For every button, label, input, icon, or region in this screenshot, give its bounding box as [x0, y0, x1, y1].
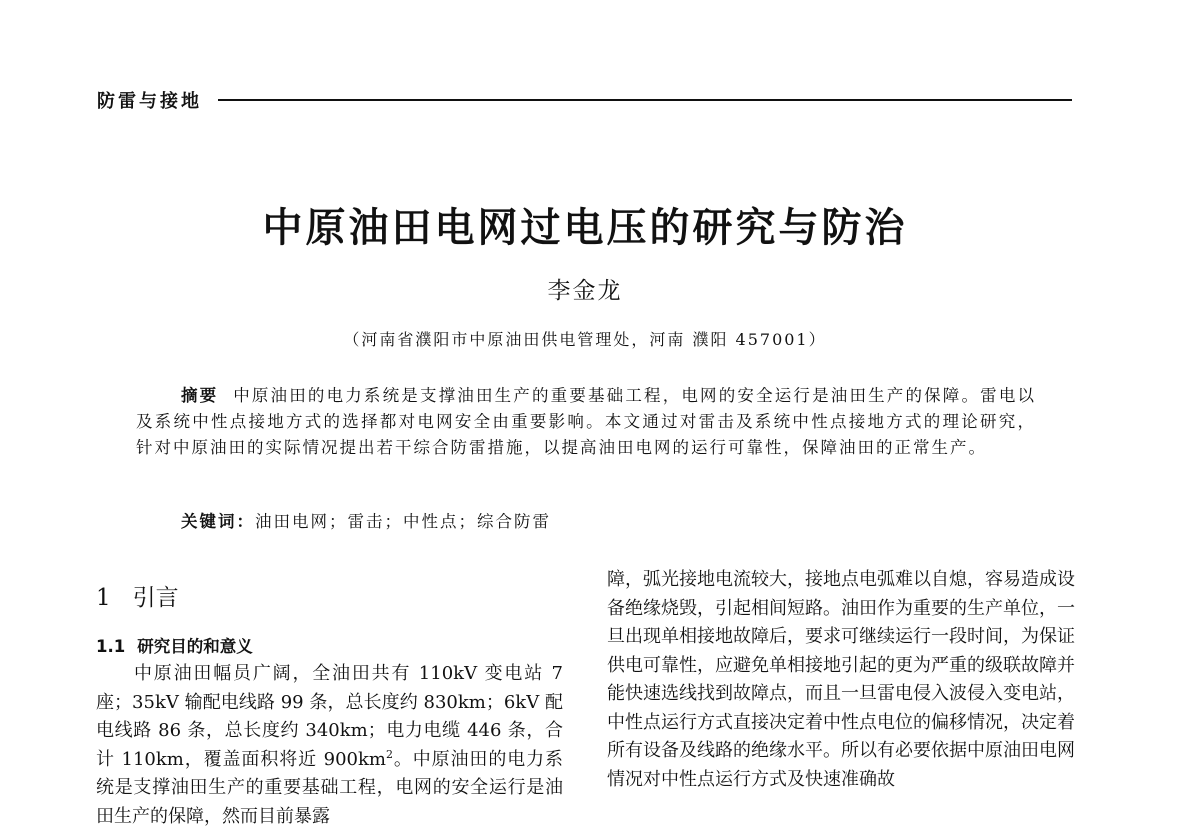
running-header — [97, 86, 1072, 114]
paragraph-text-a: 中原油田幅员广阔，全油田共有 110kV 变电站 7 座；35kV 输配电线路 99 条，总长度约 830km；6kV 配电线路 86 条，总长度约 340km；电力电缆 446 条，合计 110km，覆盖面积将近 900km — [96, 663, 563, 770]
paper-title: 中原油田电网过电压的研究与防治 — [262, 205, 908, 251]
keywords — [181, 509, 1036, 535]
section-label: 防雷与接地 — [97, 91, 202, 112]
subsection-title: 研究目的和意义 — [137, 637, 253, 656]
section-heading — [96, 580, 563, 616]
subsection-number: 1.1 — [96, 637, 126, 656]
paper-author: 李金龙 — [547, 278, 623, 304]
paragraph-text-b: 。中原油田的电力系统是支撑油田生产的重要基础工程，电网的安全运行是油田生产的保障，然而目前暴露 — [96, 748, 564, 827]
body-paragraph-continued: 障，弧光接地电流较大，接地点电弧难以自熄，容易造成设备绝缘烧毁，引起相间短路。油田作为重要的生产单位，一旦出现单相接地故障后，要求可继续运行一段时间，为保证供电可靠性，应避免单相接地引起的更为严重的级联故障并能快速选线找到故障点，而且一旦雷电侵入波侵入变电站，中性点运行方式直接决定着中性点电位的偏移情况，决定着所有设备及线路的绝缘水平。所以有必要依据中原油田电网情况对中性点运行方式及快速准确故 — [607, 569, 1075, 790]
abstract — [136, 383, 1036, 461]
abstract-label: 摘要 — [181, 386, 219, 405]
superscript: 2 — [385, 747, 393, 761]
section-title: 引言 — [132, 585, 179, 611]
abstract-text: 中原油田的电力系统是支撑油田生产的重要基础工程，电网的安全运行是油田生产的保障。雷电以及系统中性点接地方式的选择都对电网安全由重要影响。本文通过对雷击及系统中性点接地方式的理论研究，针对中原油田的实际情况提出若干综合防雷措施，以提高油田电网的运行可靠性，保障油田的正常生产。 — [136, 386, 1037, 457]
keywords-label: 关键词： — [181, 512, 255, 531]
keywords-text: 油田电网；雷击；中性点；综合防雷 — [255, 512, 551, 531]
header-rule — [218, 99, 1072, 101]
right-column — [607, 566, 1075, 794]
section-number: 1 — [96, 585, 111, 611]
author-affiliation: （河南省濮阳市中原油田供电管理处，河南 濮阳 457001） — [343, 330, 827, 349]
subsection-heading — [96, 634, 563, 660]
left-column — [96, 580, 563, 831]
body-paragraph — [96, 660, 563, 831]
